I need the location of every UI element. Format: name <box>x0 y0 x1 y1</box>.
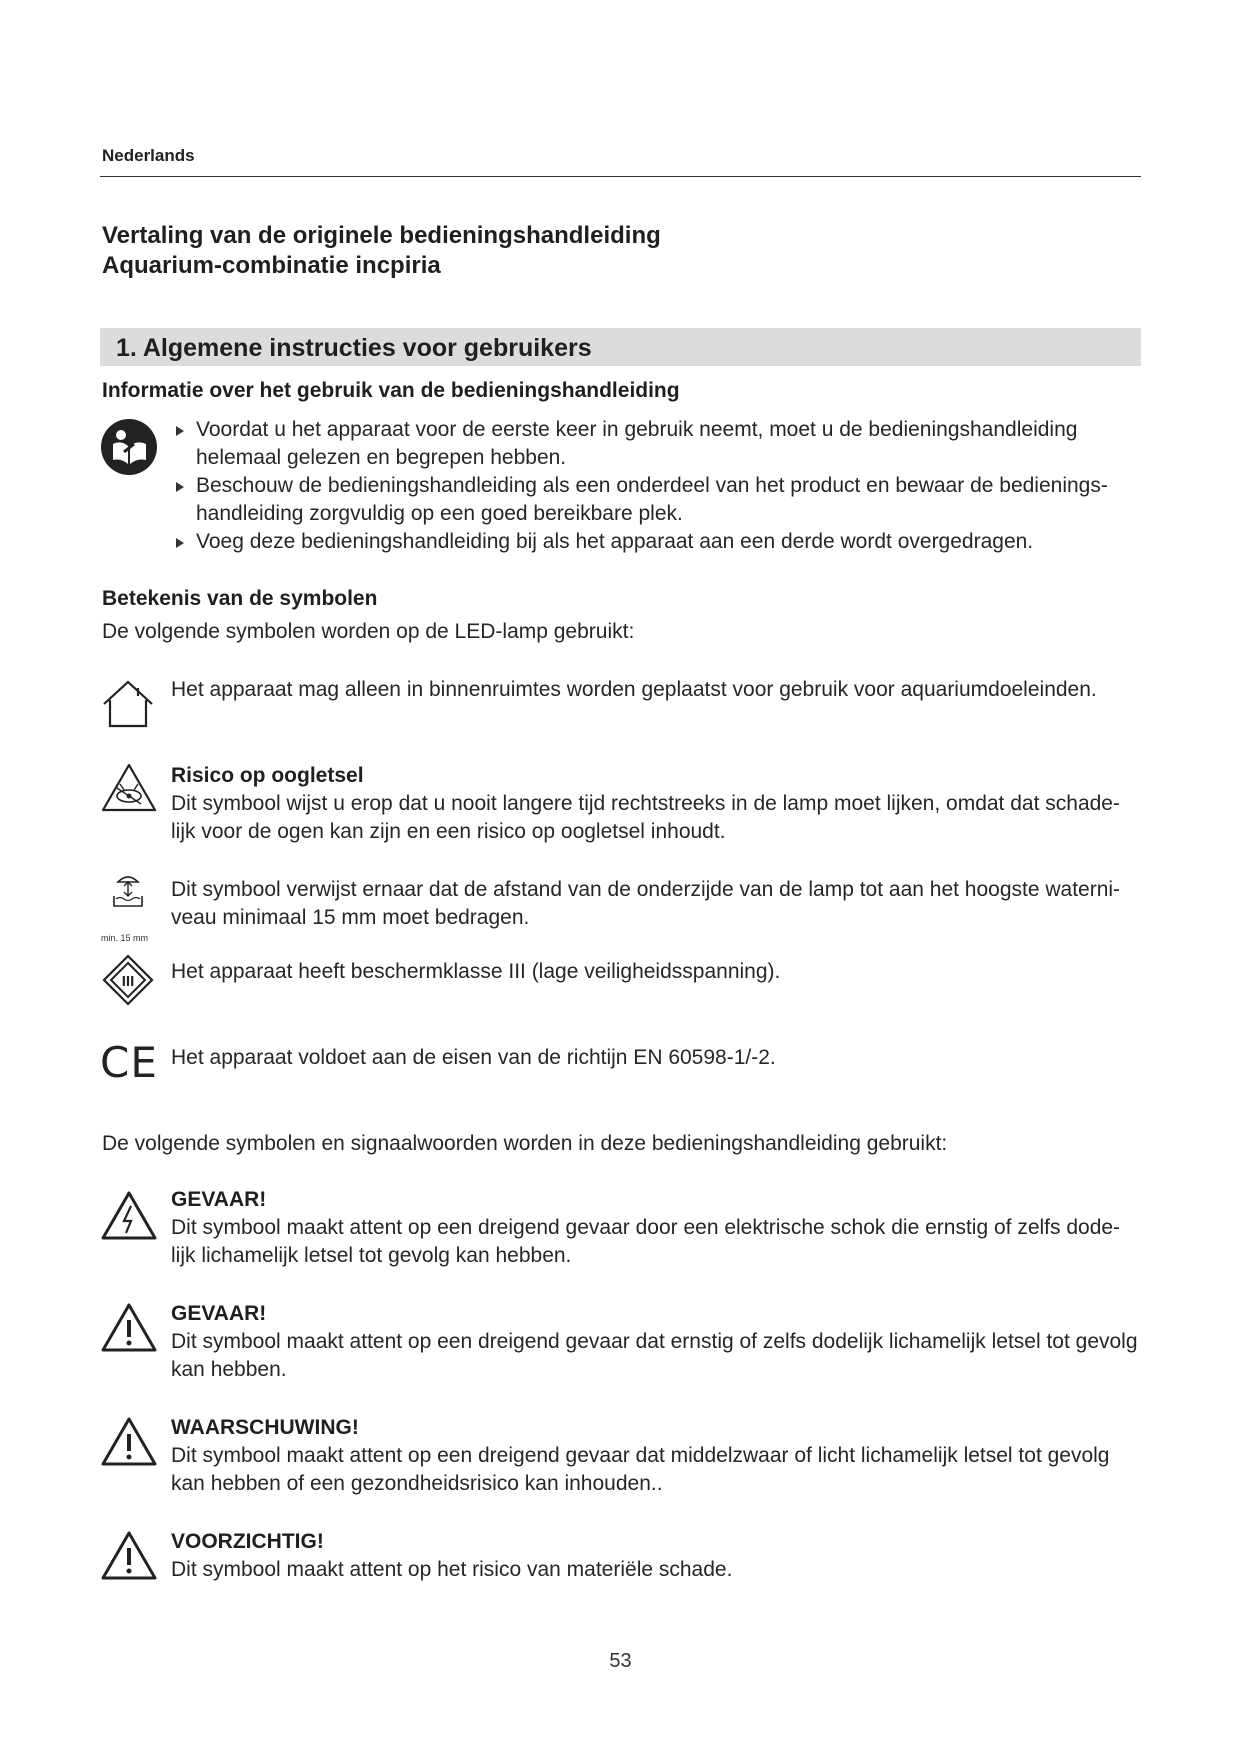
usage-heading: Informatie over het gebruik van de bedieningshandleiding <box>102 379 680 402</box>
signal-text: Dit symbool maakt attent op een dreigend gevaar dat ernstig of zelfs dodelijk lichamelijk letsel tot gevolg kan hebben. <box>171 1330 1138 1381</box>
signal-title: VOORZICHTIG! <box>171 1530 324 1553</box>
class3-glyph: III <box>121 973 135 990</box>
usage-bullet-list <box>174 416 1144 556</box>
usage-bullet: Beschouw de bedieningshandleiding als een onderdeel van het product en bewaar de bedienings-handleiding zorgvuldig op een goed bereikbare plek. <box>174 472 1144 528</box>
usage-bullet: Voeg deze bedieningshandleiding bij als het apparaat aan een derde wordt overgedragen. <box>174 528 1144 556</box>
signal-block <box>171 1414 1141 1498</box>
distance-lamp-water-icon <box>110 872 146 908</box>
distance-text: Dit symbool verwijst ernaar dat de afstand van de onderzijde van de lamp tot aan het hoogste waterni-veau minimaal 15 mm moet bedragen. <box>171 878 1121 929</box>
signal-text: Dit symbool maakt attent op het risico van materiële schade. <box>171 1558 733 1581</box>
eye-risk-block <box>171 762 1141 846</box>
signal-block <box>171 1528 1141 1584</box>
danger-warning-icon <box>100 1302 158 1354</box>
distance-label: min. 15 mm <box>101 933 149 943</box>
signal-text: Dit symbool maakt attent op een dreigend gevaar door een elektrische schok die ernstig of zelfs dode-lijk lichamelijk letsel tot gevolg kan hebben. <box>171 1216 1121 1267</box>
ce-mark-icon: CE <box>100 1038 158 1087</box>
symbols-intro-lamp: De volgende symbolen worden op de LED-lamp gebruikt: <box>102 620 635 643</box>
document-title: Vertaling van de originele bedieningshandleiding <box>102 222 661 249</box>
eye-risk-text: Dit symbool wijst u erop dat u nooit langere tijd rechtstreeks in de lamp moet lijken, omdat dat schade-lijk voor de ogen kan zijn en een risico op oogletsel inhoudt. <box>171 792 1120 843</box>
signal-title: GEVAAR! <box>171 1302 267 1325</box>
read-manual-icon <box>100 418 158 476</box>
signal-title: GEVAAR! <box>171 1188 267 1211</box>
page-number: 53 <box>609 1650 632 1672</box>
header-rule <box>100 176 1141 177</box>
symbols-intro-manual: De volgende symbolen en signaalwoorden worden in deze bedieningshandleiding gebruikt: <box>102 1132 948 1155</box>
caution-icon <box>100 1530 158 1582</box>
signal-title: WAARSCHUWING! <box>171 1416 359 1439</box>
signal-text: Dit symbool maakt attent op een dreigend gevaar dat middelzwaar of licht lichamelijk letsel tot gevolg kan hebben of een gezondheidsrisico kan inhouden.. <box>171 1444 1110 1495</box>
signal-block <box>171 1300 1141 1384</box>
class3-text: Het apparaat heeft beschermklasse III (lage veiligheidsspanning). <box>171 960 781 983</box>
signal-block <box>171 1186 1141 1270</box>
section-title: 1. Algemene instructies voor gebruikers <box>116 334 592 362</box>
symbols-heading: Betekenis van de symbolen <box>102 587 378 610</box>
electric-hazard-icon <box>100 1190 158 1242</box>
header-language: Nederlands <box>102 146 195 165</box>
usage-bullet: Voordat u het apparaat voor de eerste keer in gebruik neemt, moet u de bedieningshandleiding helemaal gelezen en begrepen hebben. <box>174 416 1144 472</box>
ce-text: Het apparaat voldoet aan de eisen van de richtijn EN 60598-1/-2. <box>171 1046 776 1069</box>
warning-icon <box>100 1416 158 1468</box>
indoor-house-icon <box>100 678 156 730</box>
eye-hazard-icon <box>100 762 158 814</box>
protection-class-3-icon <box>102 954 154 1006</box>
indoor-text: Het apparaat mag alleen in binnenruimtes worden geplaatst voor gebruik voor aquariumdoeleinden. <box>171 678 1097 701</box>
document-subtitle: Aquarium-combinatie incpiria <box>102 252 441 279</box>
eye-risk-title: Risico op oogletsel <box>171 764 364 787</box>
